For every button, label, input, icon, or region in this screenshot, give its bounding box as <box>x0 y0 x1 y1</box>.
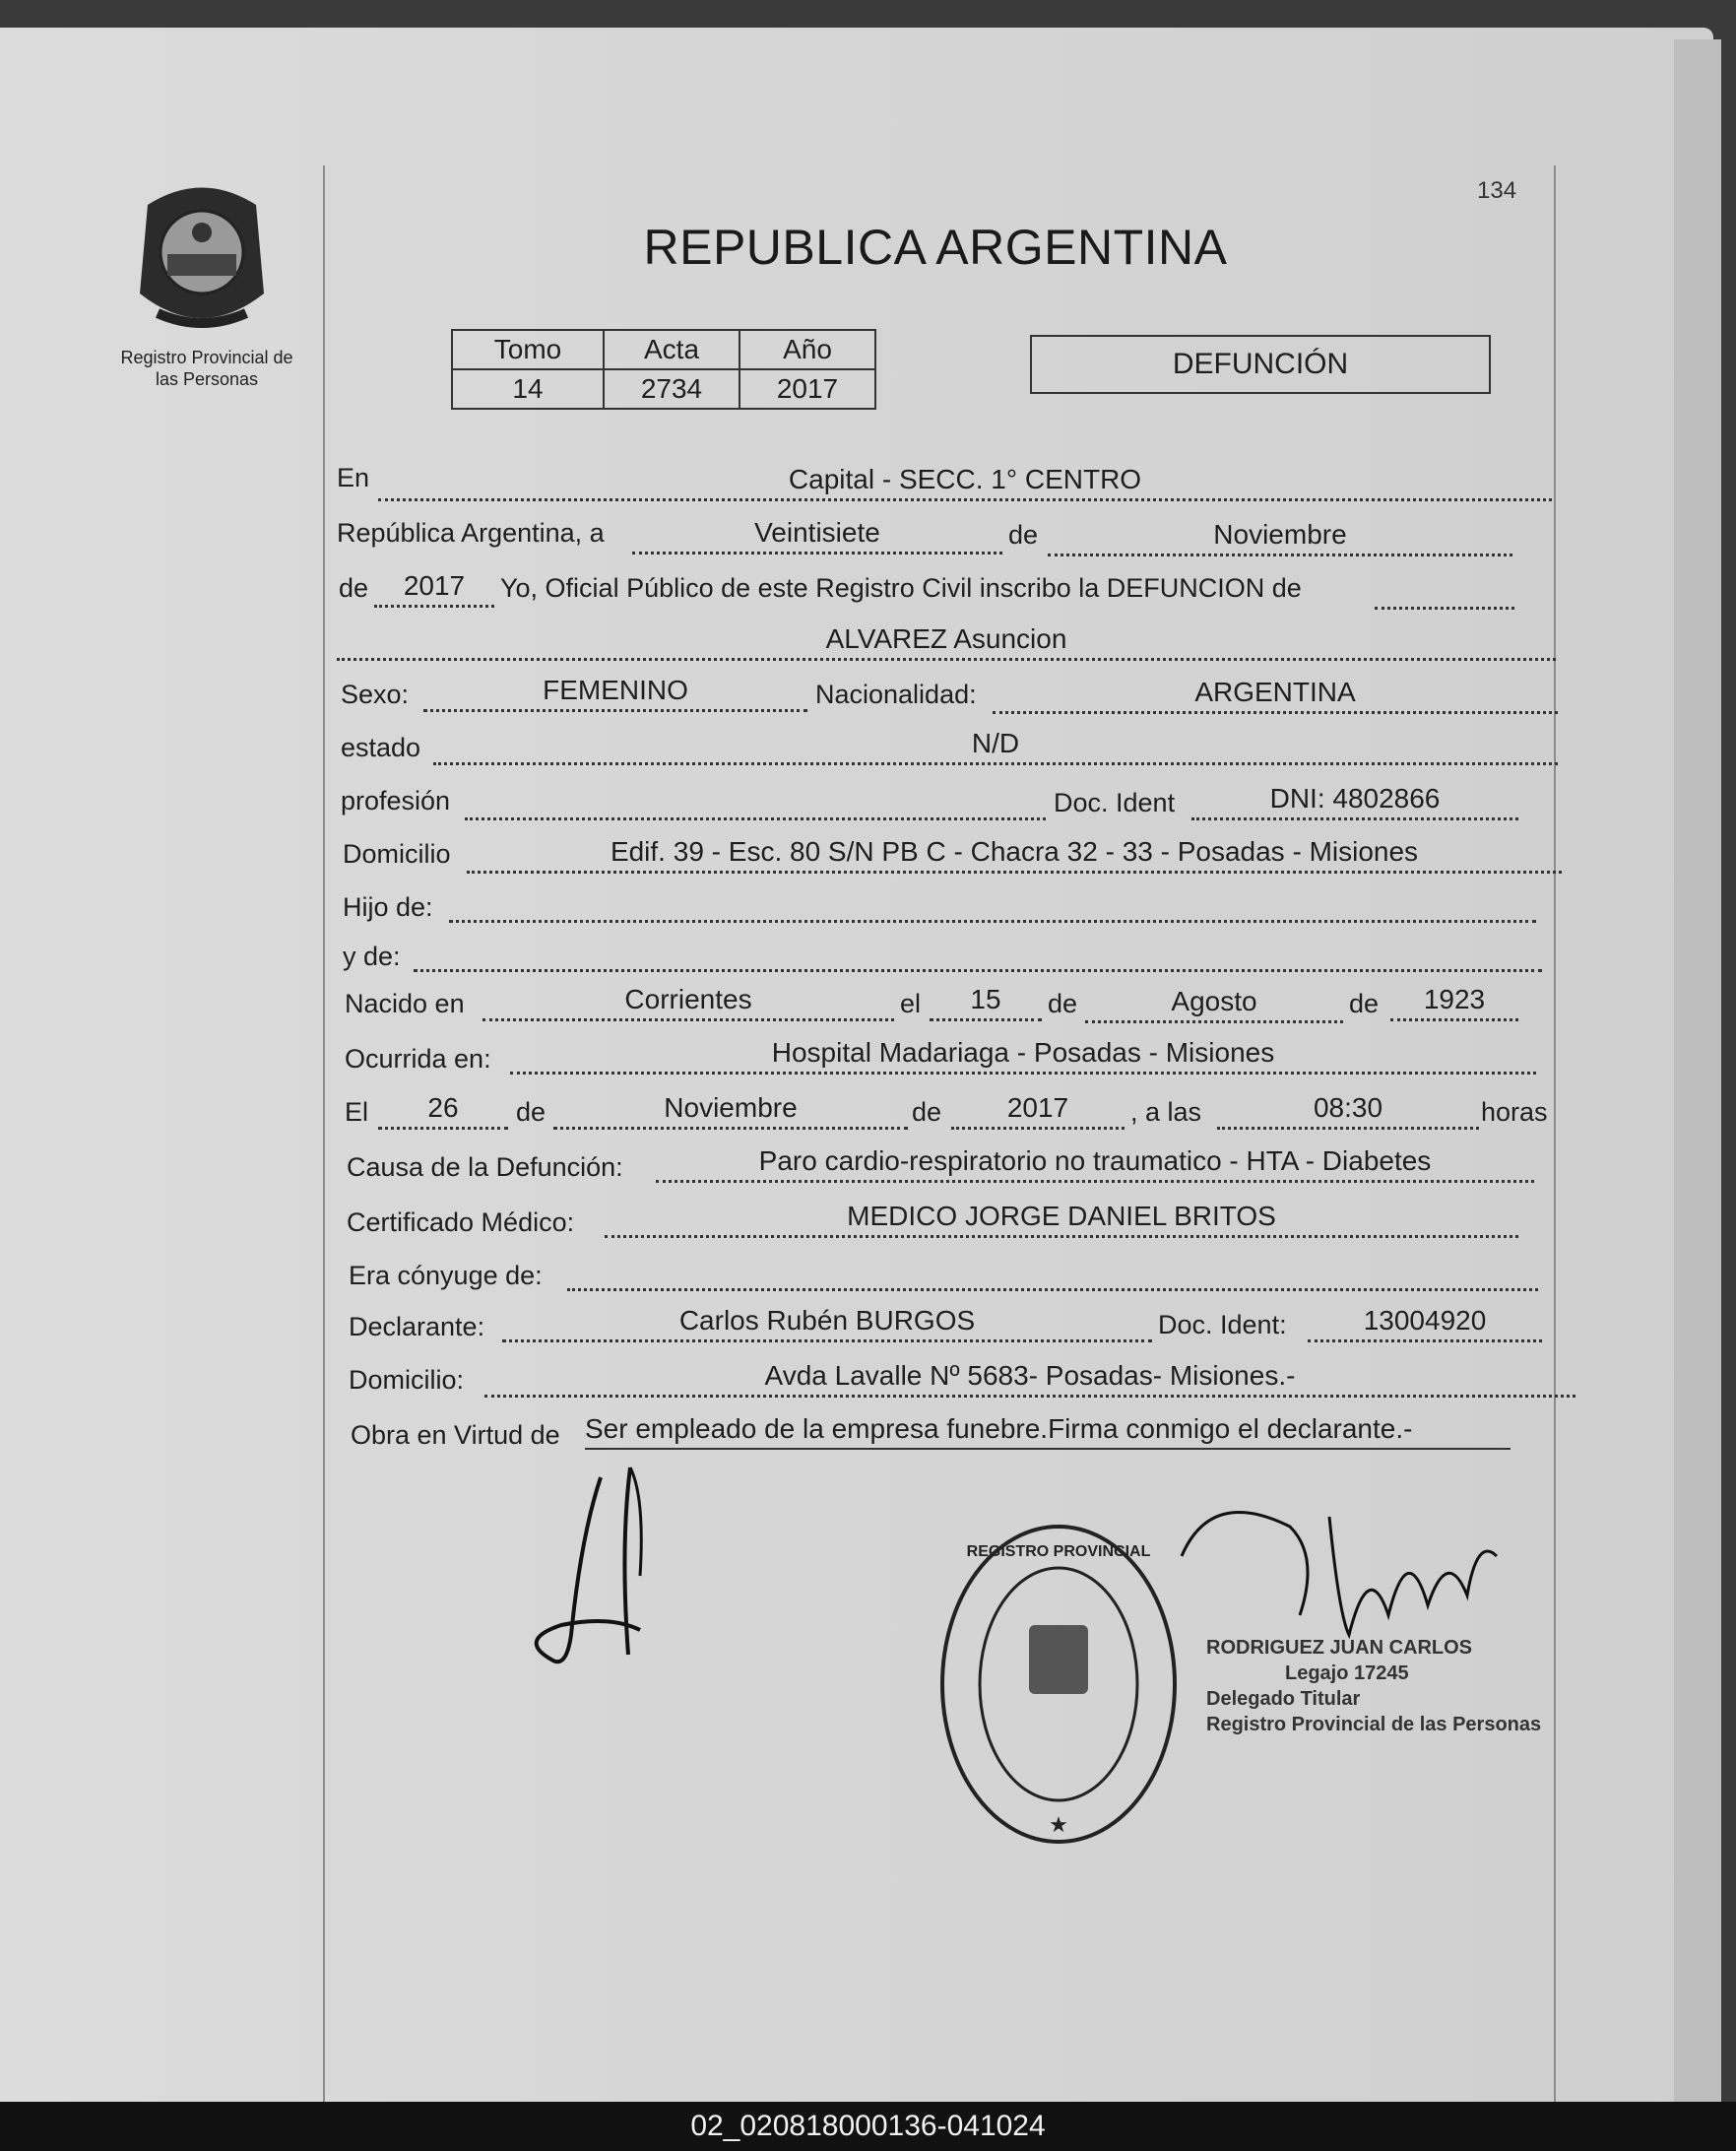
label-declarante: Declarante: <box>349 1312 485 1341</box>
label-estado: estado <box>341 733 421 762</box>
value-lugar: Capital - SECC. 1° CENTRO <box>788 465 1142 494</box>
field-estado <box>433 729 1558 765</box>
field-def-mes <box>553 1093 908 1130</box>
value-declarante: Carlos Rubén BURGOS <box>678 1306 976 1336</box>
value-obra: Ser empleado de la empresa funebre.Firma conmigo el declarante.- <box>585 1414 1413 1444</box>
field-lugar <box>378 465 1552 501</box>
field-domicilio <box>467 837 1562 874</box>
value-def-hora: 08:30 <box>1313 1093 1383 1123</box>
label-a-las: , a las <box>1130 1097 1202 1127</box>
act-type-box: DEFUNCIÓN <box>1030 335 1491 394</box>
official-stamp <box>935 1517 1182 1852</box>
acta-header-acta: Acta <box>604 330 739 369</box>
label-conyuge: Era cónyuge de: <box>349 1261 543 1290</box>
label-yo: Yo, Oficial Público de este Registro Civil inscribo la DEFUNCION de <box>500 573 1302 603</box>
value-ocurrida: Hospital Madariaga - Posadas - Misiones <box>771 1038 1275 1068</box>
label-de-5: de <box>516 1097 547 1127</box>
label-de-6: de <box>912 1097 942 1127</box>
label-hijo-de: Hijo de: <box>343 892 433 922</box>
field-declarante-domicilio <box>484 1361 1575 1398</box>
field-def-dia <box>378 1093 508 1130</box>
official-name: RODRIGUEZ JUAN CARLOS <box>1206 1637 1473 1659</box>
value-sexo: FEMENINO <box>543 676 688 705</box>
page-number: 134 <box>1477 177 1517 204</box>
label-de-3: de <box>1048 989 1078 1018</box>
field-ocurrida <box>510 1038 1536 1075</box>
value-nacido-mes: Agosto <box>1171 987 1257 1016</box>
value-domicilio: Edif. 39 - Esc. 80 S/N PB C - Chacra 32 - 33 - Posadas - Misiones <box>610 837 1419 867</box>
label-el-1: el <box>900 989 922 1018</box>
registry-caption <box>94 347 320 390</box>
value-nacido-dia: 15 <box>970 985 1001 1014</box>
field-nombre <box>337 624 1556 661</box>
page-edge <box>1674 39 1721 2102</box>
value-def-anio: 2017 <box>1006 1093 1069 1123</box>
field-y-de <box>414 936 1542 972</box>
label-de-1: de <box>1008 520 1039 550</box>
right-margin-line <box>1554 165 1556 2102</box>
field-nacido-dia <box>930 985 1042 1021</box>
official-stamp-text <box>1206 1635 1561 1737</box>
field-conyuge <box>567 1255 1538 1291</box>
official-signature <box>1172 1497 1546 1655</box>
left-margin-line <box>323 165 325 2102</box>
field-anio <box>374 571 494 608</box>
value-certificado: MEDICO JORGE DANIEL BRITOS <box>847 1202 1276 1231</box>
value-estado: N/D <box>971 729 1020 758</box>
field-dia-texto <box>632 518 1002 554</box>
field-blank-de <box>1375 573 1514 610</box>
label-ocurrida-en: Ocurrida en: <box>345 1044 491 1074</box>
document-code-footer: 02_020818000136-041024 <box>0 2102 1736 2151</box>
field-obra <box>585 1414 1511 1450</box>
acta-value-tomo: 14 <box>452 369 604 409</box>
value-doc-ident: DNI: 4802866 <box>1269 784 1441 814</box>
value-declarante-doc: 13004920 <box>1363 1306 1487 1336</box>
field-nacionalidad <box>993 678 1558 714</box>
value-dia-texto: Veintisiete <box>754 518 880 548</box>
label-domicilio: Domicilio <box>343 839 451 869</box>
value-mes: Noviembre <box>1213 520 1347 550</box>
label-y-de: y de: <box>343 942 401 971</box>
acta-header-tomo: Tomo <box>452 330 604 369</box>
value-declarante-domicilio: Avda Lavalle Nº 5683- Posadas- Misiones.- <box>764 1361 1296 1391</box>
value-def-mes: Noviembre <box>664 1093 798 1123</box>
label-de-2: de <box>339 573 369 603</box>
value-causa: Paro cardio-respiratorio no traumatico - HTA - Diabetes <box>758 1146 1432 1176</box>
declarant-signature <box>522 1458 679 1674</box>
value-def-dia: 26 <box>427 1093 459 1123</box>
label-de-4: de <box>1349 989 1380 1018</box>
label-republica: República Argentina, a <box>337 518 605 548</box>
field-def-anio <box>951 1093 1125 1130</box>
acta-value-row <box>452 369 875 409</box>
field-doc-ident <box>1191 784 1518 820</box>
field-profesion <box>465 784 1046 820</box>
field-declarante <box>502 1306 1152 1342</box>
value-nacido-lugar: Corrientes <box>624 985 752 1014</box>
field-certificado <box>605 1202 1518 1238</box>
field-sexo <box>423 676 807 712</box>
acta-header-anio: Año <box>739 330 875 369</box>
field-nacido-lugar <box>482 985 894 1021</box>
label-sexo: Sexo: <box>341 680 410 709</box>
field-hijo-de <box>449 886 1536 923</box>
acta-header-row <box>452 330 875 369</box>
registry-line-1: Registro Provincial de <box>120 348 293 367</box>
document-title: REPUBLICA ARGENTINA <box>643 220 1228 275</box>
value-nombre: ALVAREZ Asuncion <box>825 624 1067 654</box>
province-logo <box>128 175 276 333</box>
field-nacido-mes <box>1085 987 1343 1023</box>
label-causa: Causa de la Defunción: <box>347 1152 623 1182</box>
label-en: En <box>337 463 370 492</box>
field-def-hora <box>1217 1093 1479 1130</box>
label-nacionalidad: Nacionalidad: <box>815 680 977 709</box>
svg-text:REGISTRO PROVINCIAL: REGISTRO PROVINCIAL <box>966 1543 1151 1560</box>
field-nacido-anio <box>1390 985 1518 1021</box>
official-legajo: Legajo 17245 <box>1285 1662 1409 1684</box>
label-el-2: El <box>345 1097 369 1127</box>
label-profesion: profesión <box>341 786 451 815</box>
label-domicilio-2: Domicilio: <box>349 1365 465 1395</box>
value-nacido-anio: 1923 <box>1423 985 1486 1014</box>
label-doc-ident: Doc. Ident <box>1054 788 1176 817</box>
label-obra: Obra en Virtud de <box>351 1420 560 1450</box>
official-organismo: Registro Provincial de las Personas <box>1206 1714 1542 1735</box>
acta-table <box>451 329 876 410</box>
label-horas: horas <box>1481 1097 1548 1127</box>
field-causa <box>656 1146 1534 1183</box>
official-cargo: Delegado Titular <box>1206 1688 1361 1710</box>
value-anio: 2017 <box>403 571 466 601</box>
value-nacionalidad: ARGENTINA <box>1194 678 1356 707</box>
label-doc-ident-2: Doc. Ident: <box>1158 1310 1287 1339</box>
acta-value-acta: 2734 <box>604 369 739 409</box>
registry-line-2: las Personas <box>155 369 259 389</box>
acta-value-anio: 2017 <box>739 369 875 409</box>
field-mes <box>1048 520 1512 556</box>
label-certificado: Certificado Médico: <box>347 1207 575 1237</box>
label-nacido-en: Nacido en <box>345 989 465 1018</box>
field-declarante-doc <box>1308 1306 1542 1342</box>
svg-text:★: ★ <box>1049 1812 1068 1837</box>
